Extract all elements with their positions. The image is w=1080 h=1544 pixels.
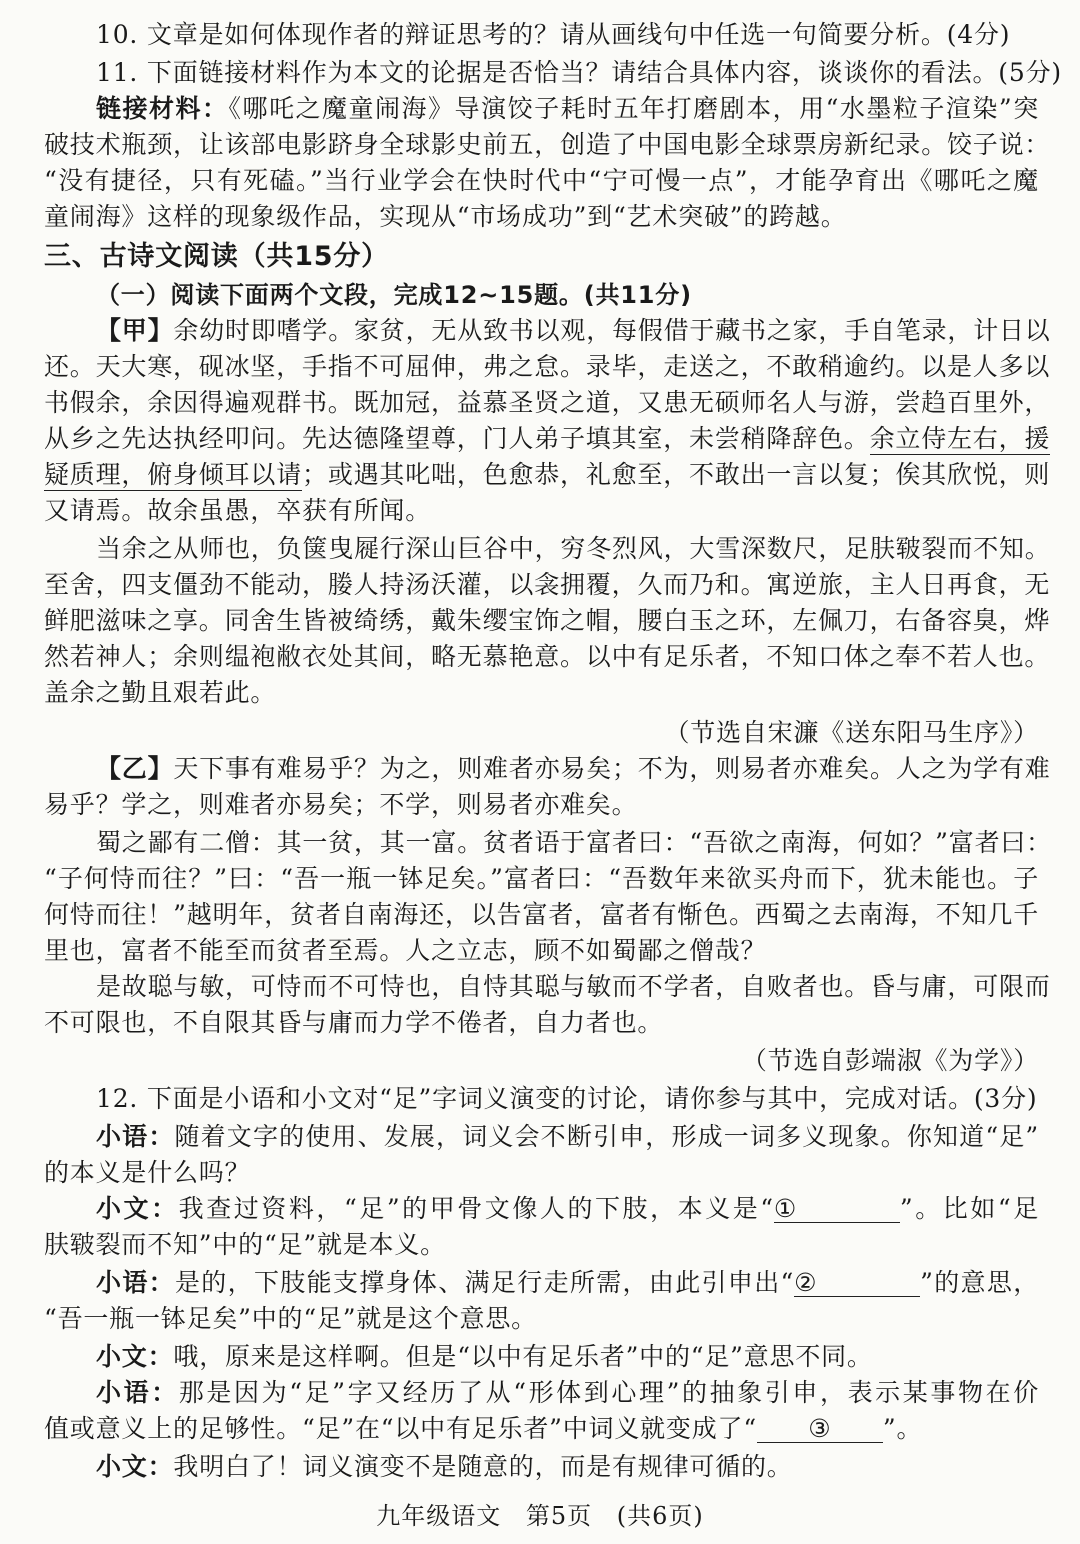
passage-yi-line: 是故聪与敏，可恃而不可恃也，自恃其聪与敏而不学者，自败者也。昏与庸，可限而 [96,972,1051,1001]
link-material-label: 链接材料： [96,94,229,123]
speaker-name: 小文： [96,1194,179,1223]
speaker-name: 小语： [96,1378,179,1407]
section-heading: 三、古诗文阅读（共15分） [44,241,389,272]
question-11: 11. 下面链接材料作为本文的论据是否恰当？请结合具体内容，谈谈你的看法。(5分) [96,58,1062,87]
passage-jia-line: 鲜肥滋味之享。同舍生皆被绮绣，戴朱缨宝饰之帽，腰白玉之环，左佩刀，右备容臭，烨 [44,606,1051,635]
speaker-name: 小语： [96,1122,175,1151]
passage-jia-source: （节选自宋濂《送东阳马生序》） [664,718,1039,747]
dialogue-line: 值或意义上的足够性。“足”在“以中有足乐者”中词义就变成了“ ③ ”。 [44,1414,923,1443]
dialogue-line: 的本义是什么吗？ [44,1158,251,1187]
underlined-sentence: 余立侍左右，援 [869,424,1051,453]
dialogue-line: 小文：我查过资料，“足”的甲骨文像人的下肢，本义是“① ”。比如“足 [96,1194,1039,1223]
passage-yi-line: 蜀之鄙有二僧：其一贫，其一富。贫者语于富者曰：“吾欲之南海，何如？”富者曰： [96,828,1052,857]
dialogue-line: 肤皲裂而不知”中的“足”就是本义。 [44,1230,446,1259]
footer-subject: 九年级语文 [376,1502,502,1530]
dialogue-line: 小语：随着文字的使用、发展，词义会不断引申，形成一词多义现象。你知道“足” [96,1122,1040,1151]
answer-blank-2[interactable]: ② [794,1270,920,1297]
passage-jia-line: 从乡之先达执经叩问。先达德隆望尊，门人弟子填其室，未尝稍降辞色。余立侍左右，援 [44,424,1051,453]
link-material-line: 链接材料：《哪吒之魔童闹海》导演饺子耗时五年打磨剧本，用“水墨粒子渲染”突 [96,94,1039,123]
passage-yi-source: （节选自彭端淑《为学》） [741,1046,1039,1075]
passage-yi-line: 易乎？学之，则难者亦易矣；不学，则易者亦难矣。 [44,790,638,819]
dialogue-line: 小语：那是因为“足”字又经历了从“形体到心理”的抽象引申，表示某事物在价 [96,1378,1039,1407]
speaker-name: 小文： [96,1342,174,1371]
dialogue-line: 小文：我明白了！词义演变不是随意的，而是有规律可循的。 [96,1452,793,1481]
passage-yi-line: 何恃而往！”越明年，贫者自南海还，以告富者，富者有惭色。西蜀之去南海，不知几千 [44,900,1039,929]
passage-jia-line: 又请焉。故余虽愚，卒获有所闻。 [44,496,432,525]
answer-blank-1[interactable]: ① [774,1196,900,1223]
passage-yi-line: 里也，富者不能至而贫者至焉。人之立志，顾不如蜀鄙之僧哉？ [44,936,767,965]
dialogue-line: 小文：哦，原来是这样啊。但是“以中有足乐者”中的“足”意思不同。 [96,1342,873,1371]
question-12: 12. 下面是小语和小文对“足”字词义演变的讨论，请你参与其中，完成对话。(3分) [96,1084,1038,1113]
passage-yi-line: “子何恃而往？”曰：“吾一瓶一钵足矣。”富者曰：“吾数年来欲买舟而下，犹未能也。子 [44,864,1039,893]
passage-jia-line: 至舍，四支僵劲不能动，媵人持汤沃灌，以衾拥覆，久而乃和。寓逆旅，主人日再食，无 [44,570,1051,599]
passage-jia-line: 还。天大寒，砚冰坚，手指不可屈伸，弗之怠。录毕，走送之，不敢稍逾约。以是人多以 [44,352,1051,381]
page-footer [0,1500,1080,1532]
passage-yi-line: 【乙】天下事有难易乎？为之，则难者亦易矣；不为，则易者亦难矣。人之为学有难 [96,754,1051,783]
passage-yi-label: 【乙】 [96,754,174,783]
passage-jia-line: 疑质理，俯身倾耳以请；或遇其叱咄，色愈恭，礼愈至，不敢出一言以复；俟其欣悦，则 [44,460,1051,489]
link-material-line: 童闹海》这样的现象级作品，实现从“市场成功”到“艺术突破”的跨越。 [44,202,847,231]
speaker-name: 小文： [96,1452,174,1481]
passage-jia-line: 然若神人；余则缊袍敝衣处其间，略无慕艳意。以中有足乐者，不知口体之奉不若人也。 [44,642,1051,671]
passage-jia-line: 当余之从师也，负箧曳屣行深山巨谷中，穷冬烈风，大雪深数尺，足肤皲裂而不知。 [96,534,1051,563]
subsection-heading: （一）阅读下面两个文段，完成12~15题。(共11分) [96,281,692,309]
passage-jia-label: 【甲】 [96,316,174,345]
dialogue-line: 小语：是的，下肢能支撑身体、满足行走所需，由此引申出“② ”的意思， [96,1268,1040,1297]
speaker-name: 小语： [96,1268,175,1297]
passage-jia-line: 书假余，余因得遍观群书。既加冠，益慕圣贤之道，又患无硕师名人与游，尝趋百里外， [44,388,1051,417]
underlined-sentence: 疑质理，俯身倾耳以请 [44,460,303,489]
footer-total-pages: (共6页) [616,1502,704,1530]
answer-blank-3[interactable]: ③ [757,1416,883,1443]
dialogue-line: “吾一瓶一钵足矣”中的“足”就是这个意思。 [44,1304,537,1333]
question-10: 10. 文章是如何体现作者的辩证思考的？请从画线句中任选一句简要分析。(4分) [96,20,1011,49]
link-material-line: 破技术瓶颈，让该部电影跻身全球影史前五，创造了中国电影全球票房新纪录。饺子说： [44,130,1051,159]
passage-yi-line: 不可限也，不自限其昏与庸而力学不倦者，自力者也。 [44,1008,664,1037]
link-material-line: “没有捷径，只有死磕。”当行业学会在快时代中“宁可慢一点”，才能孕育出《哪吒之魔 [44,166,1039,195]
passage-jia-line: 盖余之勤且艰若此。 [44,678,277,707]
passage-jia-line: 【甲】余幼时即嗜学。家贫，无从致书以观，每假借于藏书之家，手自笔录，计日以 [96,316,1051,345]
footer-page-number: 第5页 [525,1502,593,1530]
